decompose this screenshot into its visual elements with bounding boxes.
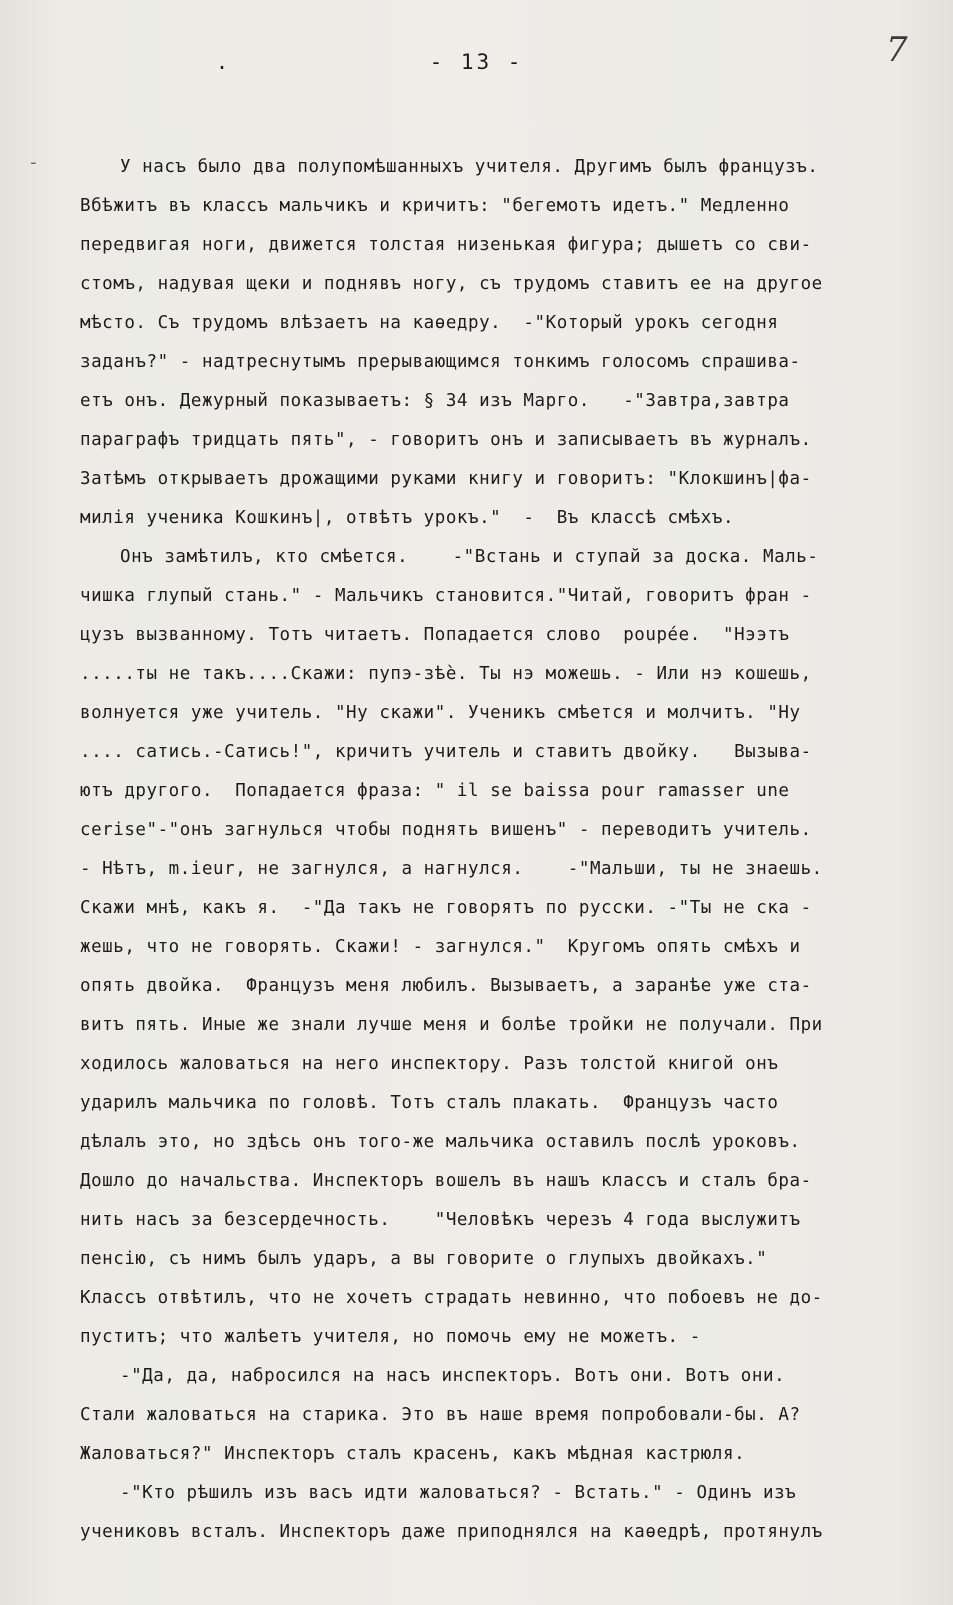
text-line: мѣсто. Съ трудомъ влѣзаетъ на каѳедру. -"Который урокъ сегодня bbox=[80, 313, 779, 333]
text-line: - Нѣтъ, m.ieur, не загнулся, а нагнулся. -"Мальши, ты не знаешь. bbox=[80, 859, 823, 879]
stray-dot: . bbox=[216, 50, 229, 74]
text-line: пенсію, съ нимъ былъ ударъ, а вы говорите о глупыхъ двойкахъ." bbox=[80, 1249, 768, 1269]
handwritten-folio-number: 7 bbox=[886, 30, 908, 70]
text-line: Дошло до начальства. Инспекторъ вошелъ въ нашъ классъ и сталъ бра- bbox=[80, 1171, 812, 1191]
text-line: Онъ замѣтилъ, кто смѣется. -"Встань и ступай за доска. Маль- bbox=[120, 547, 819, 567]
text-line: чишка глупый стань." - Мальчикъ становится."Читай, говоритъ фран - bbox=[80, 586, 812, 606]
text-line: .....ты не такъ....Скажи: пупэ-зѣѐ. Ты нэ можешь. - Или нэ кошешь, bbox=[80, 664, 812, 684]
text-line: cerise"-"онъ загнулься чтобы поднять вишенъ" - переводитъ учитель. bbox=[80, 820, 812, 840]
text-line: передвигая ноги, движется толстая низенькая фигура; дышетъ со сви- bbox=[80, 235, 812, 255]
text-line: витъ пять. Иные же знали лучше меня и болѣе тройки не получали. При bbox=[80, 1015, 823, 1035]
text-line: ходилось жаловаться на него инспектору. Разъ толстой книгой онъ bbox=[80, 1054, 779, 1074]
text-line: У насъ было два полупомѣшанныхъ учителя. Другимъ былъ французъ. bbox=[120, 157, 819, 177]
text-line: пуститъ; что жалѣетъ учителя, но помочь ему не можетъ. - bbox=[80, 1327, 701, 1347]
page-number: - 13 - bbox=[429, 50, 524, 74]
text-line: нить насъ за безсердечность. "Человѣкъ черезъ 4 года выслужитъ bbox=[80, 1210, 801, 1230]
text-line: Затѣмъ открываетъ дрожащими руками книгу и говоритъ: "Клокшинъ|фа- bbox=[80, 469, 812, 489]
text-line: Классъ отвѣтилъ, что не хочетъ страдать невинно, что побоевъ не до- bbox=[80, 1288, 823, 1308]
text-line: волнуется уже учитель. "Ну скажи". Ученикъ смѣется и молчитъ. "Ну bbox=[80, 703, 801, 723]
text-line: учениковъ всталъ. Инспекторъ даже приподнялся на каѳедрѣ, протянулъ bbox=[80, 1522, 823, 1542]
text-line: Жаловаться?" Инспекторъ сталъ красенъ, какъ мѣдная кастрюля. bbox=[80, 1444, 746, 1464]
text-line: ударилъ мальчика по головѣ. Тотъ сталъ плакать. Французъ часто bbox=[80, 1093, 779, 1113]
text-line: жешь, что не говорять. Скажи! - загнулся." Кругомъ опять смѣхъ и bbox=[80, 937, 801, 957]
text-line: -"Кто рѣшилъ изъ васъ идти жаловаться? - Встать." - Одинъ изъ bbox=[120, 1483, 797, 1503]
text-line: цузъ вызванному. Тотъ читаетъ. Попадается слово poupée. "Нээтъ bbox=[80, 625, 790, 645]
text-line: опять двойка. Французъ меня любилъ. Вызываетъ, а заранѣе уже ста- bbox=[80, 976, 812, 996]
text-line: заданъ?" - надтреснутымъ прерывающимся тонкимъ голосомъ спрашива- bbox=[80, 352, 801, 372]
text-line: стомъ, надувая щеки и поднявъ ногу, съ трудомъ ставитъ ее на другое bbox=[80, 274, 823, 294]
text-line: милія ученика Кошкинъ|, отвѣтъ урокъ." - Въ классѣ смѣхъ. bbox=[80, 508, 735, 528]
text-line: етъ онъ. Дежурный показываетъ: § 34 изъ Марго. -"Завтра,завтра bbox=[80, 391, 790, 411]
text-line: Вбѣжитъ въ классъ мальчикъ и кричитъ: "бегемотъ идетъ." Медленно bbox=[80, 196, 790, 216]
typewritten-text bbox=[80, 148, 926, 1552]
text-line: -"Да, да, набросился на насъ инспекторъ. Вотъ они. Вотъ они. bbox=[120, 1366, 786, 1386]
margin-dash: - bbox=[28, 152, 39, 173]
text-line: ютъ другого. Попадается фраза: " il se baissa pour ramasser une bbox=[80, 781, 790, 801]
text-line: Стали жаловаться на старика. Это въ наше время попробовали-бы. А? bbox=[80, 1405, 801, 1425]
text-line: .... сатись.-Сатись!", кричитъ учитель и ставитъ двойку. Вызыва- bbox=[80, 742, 812, 762]
text-line: Скажи мнѣ, какъ я. -"Да такъ не говорятъ по русски. -"Ты не ска - bbox=[80, 898, 812, 918]
text-line: дѣлалъ это, но здѣсь онъ того-же мальчика оставилъ послѣ уроковъ. bbox=[80, 1132, 801, 1152]
text-line: параграфъ тридцать пять", - говоритъ онъ и записываетъ въ журналъ. bbox=[80, 430, 812, 450]
